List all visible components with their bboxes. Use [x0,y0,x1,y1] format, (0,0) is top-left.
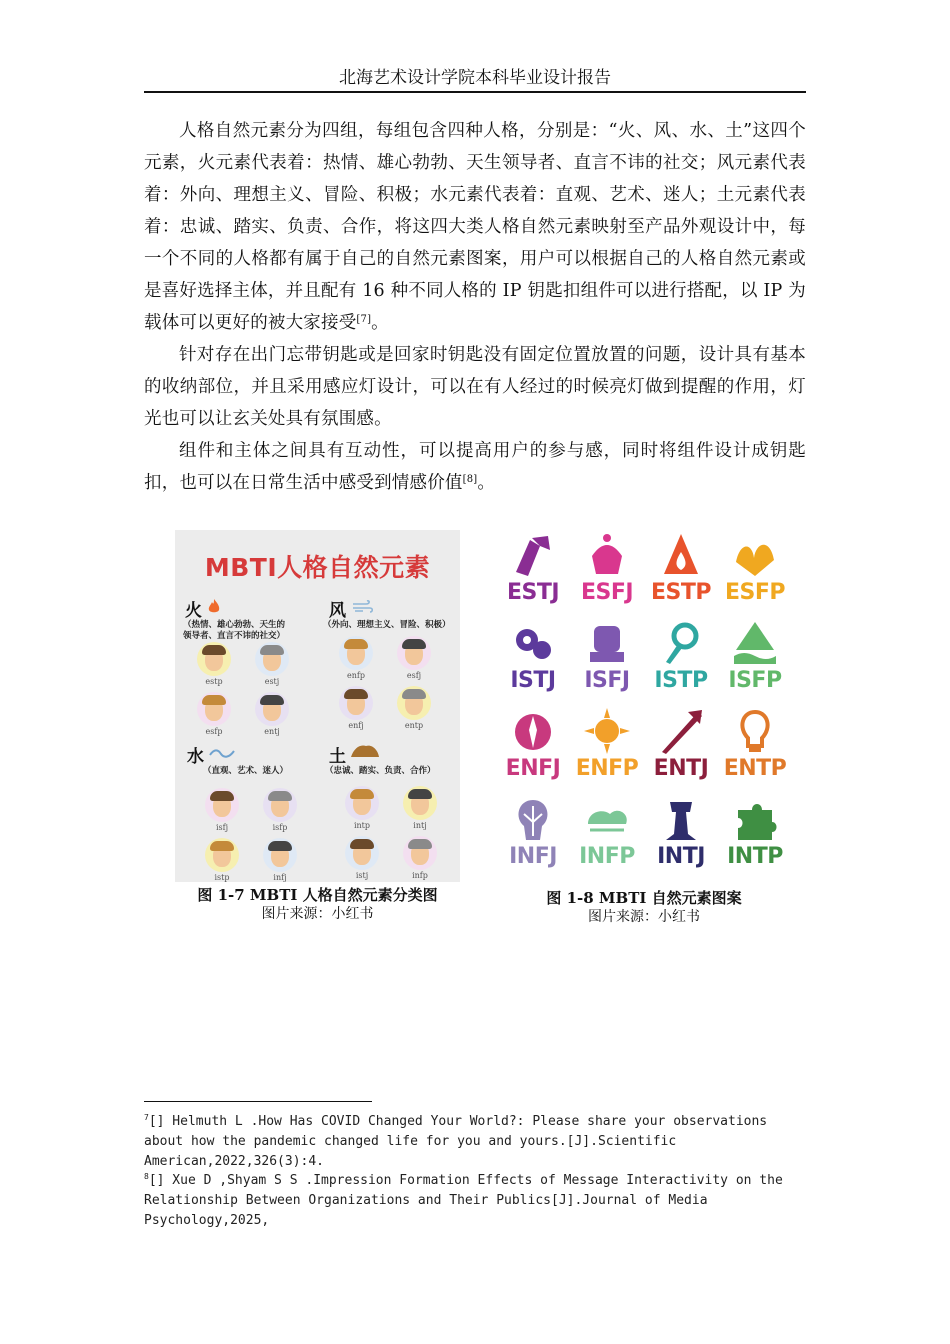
caption-title: 图 1-8 MBTI 自然元素图案 [546,889,742,907]
mbti-type-tile [570,792,644,880]
avatar-hair [402,689,426,699]
paragraph-text: 针对存在出门忘带钥匙或是回家时钥匙没有固定位置放置的问题，设计具有基本的收纳部位，并且采用感应灯设计，可以在有人经过的时候亮灯做到提醒的作用，灯光也可以让玄关处具有氛围感。 [144,345,806,429]
group-title-earth: 土 [329,747,346,767]
group-desc-line: （外向、理想主义、冒险、积极） [323,620,451,630]
footnote-text: [] Xue D ,Shyam S S .Impression Formation Effects of Message Interactivity on the Relationship Between Organizations and Their Publics[J].Journal of Media Psychology,2025, [144,1173,783,1228]
footnote-number: 7 [144,1113,149,1122]
element-symbol-icon [510,620,556,666]
mbti-type-code: ESTP [650,580,711,605]
mbti-type-tile [644,704,718,792]
mbti-type-tile [718,792,792,880]
group-desc-fire [183,620,285,642]
avatar-type-label: istp [214,873,230,882]
element-symbol-icon [584,796,630,842]
mbti-type-code: INFJ [509,844,557,869]
character-avatar [397,686,431,720]
paragraph-tail: 。 [371,313,389,333]
mbti-type-tile [718,528,792,616]
element-symbol-icon [732,796,778,842]
footnote-rule [144,1101,372,1102]
group-desc-water [203,766,288,777]
mbti-type-code: ESFJ [580,580,634,605]
mbti-type-code: INTP [727,844,783,869]
mbti-type-tile [570,704,644,792]
element-symbol-icon [658,796,704,842]
avatar-type-label: intp [353,821,371,830]
mbti-type-tile [570,616,644,704]
wind-icon [352,600,374,614]
avatar-hair [350,839,374,849]
mbti-type-code: INFP [579,844,635,869]
figure-caption [175,885,460,924]
element-symbol-icon [658,708,704,754]
mbti-type-code: ISFJ [584,668,630,693]
avatar-hair [202,645,226,655]
character-avatar [403,836,437,870]
avatar-hair [344,689,368,699]
group-desc-earth [325,766,436,777]
avatar-type-label: infj [273,873,287,882]
avatar-type-label: istj [355,871,369,880]
avatar-type-label: esfp [205,727,223,736]
avatar-type-label: infp [412,871,428,880]
character-avatar [339,636,373,670]
mbti-type-code: ISTP [654,668,708,693]
mbti-type-code: ENFP [575,756,639,781]
group-desc-line: （热情、雄心勃勃、天生的 [183,620,286,630]
character-avatar [197,692,231,726]
mbti-element-poster [175,530,460,882]
element-symbol-icon [510,796,556,842]
element-symbol-icon [510,708,556,754]
paragraph-text: 人格自然元素分为四组，每组包含四种人格，分别是：“火、风、水、土”这四个元素，火元素代表着：热情、雄心勃勃、天生领导者、直言不讳的社交；风元素代表着：外向、理想主义、冒险、积极；水元素代表着：直观、艺术、迷人；土元素代表着：忠诚、踏实、负责、合作，将这四大类人格自然元素映射至产品外观设计中，每一个不同的人格都有属于自己的自然元素图案，用户可以根据自己的人格自然元素或是喜好选择主体，并且配有 16 种不同人格的 IP 钥匙扣组件可以进行搭配，以 IP 为载体可以更好的被大家接受 [144,121,806,333]
page-header: 北海艺术设计学院本科毕业设计报告 [339,68,611,88]
mbti-type-tile [644,792,718,880]
mbti-type-tile [644,528,718,616]
avatar-hair [344,639,368,649]
mbti-type-code: ENTP [723,756,787,781]
flame-icon [207,598,221,614]
avatar-hair [260,645,284,655]
footnotes [144,1112,806,1231]
caption-source: 图片来源：小红书 [588,909,700,925]
header-rule [144,91,806,93]
avatar-type-label: esfj [406,671,422,680]
avatar-type-label: isfj [215,823,229,832]
mbti-type-tile [570,528,644,616]
body-text [144,115,806,499]
character-avatar [397,636,431,670]
caption-title: 图 1-7 MBTI 人格自然元素分类图 [197,886,438,904]
element-symbol-icon [584,532,630,578]
group-desc-line: （直观、艺术、迷人） [203,766,289,776]
paragraph-text: 组件和主体之间具有互动性，可以提高用户的参与感，同时将组件设计成钥匙扣，也可以在日常生活中感受到情感价值 [144,441,806,493]
mbti-type-code: ENFJ [505,756,561,781]
avatar-type-label: enfj [348,721,364,730]
character-avatar [263,838,297,872]
footnote-number: 8 [144,1172,149,1182]
avatar-type-label: estj [264,677,280,686]
caption-source: 图片来源：小红书 [261,906,374,922]
group-title-fire: 火 [185,601,202,621]
avatar-hair [210,841,234,851]
paragraph [144,115,806,339]
mbti-type-code: ENTJ [653,756,709,781]
mbti-type-code: INTJ [657,844,705,869]
avatar-type-label: isfp [272,823,288,832]
mbti-type-tile [644,616,718,704]
mbti-type-tile [496,704,570,792]
avatar-type-label: intj [413,821,427,830]
element-symbol-icon [732,620,778,666]
group-desc-line: 领导者、直言不讳的社交） [183,631,286,641]
group-title-wind: 风 [329,601,346,621]
paragraph [144,339,806,435]
character-avatar [197,642,231,676]
paragraph-tail: 。 [477,473,496,493]
avatar-hair [260,695,284,705]
soil-mound-icon [350,742,380,758]
mbti-type-tile [496,528,570,616]
avatar-type-label: estp [205,677,223,686]
mbti-type-tile [718,616,792,704]
footnote [144,1112,806,1171]
element-symbol-icon [658,532,704,578]
mbti-type-code: ESTJ [506,580,560,605]
mbti-type-tile [496,616,570,704]
mbti-type-code: ISFP [728,668,782,693]
character-avatar [255,692,289,726]
avatar-type-label: entp [404,721,424,730]
mbti-type-tile [718,704,792,792]
avatar-hair [210,791,234,801]
element-symbol-icon [584,620,630,666]
character-avatar [205,838,239,872]
wave-icon [209,746,235,760]
character-avatar [403,786,437,820]
element-symbol-icon [732,708,778,754]
figure-caption [496,888,792,927]
character-avatar [255,642,289,676]
character-avatar [345,786,379,820]
character-avatar [345,836,379,870]
element-symbol-icon [510,532,556,578]
character-avatar [339,686,373,720]
mbti-type-code: ESFP [724,580,786,605]
paragraph [144,435,806,499]
poster-title: MBTI人格自然元素 [204,553,431,582]
footnote [144,1171,806,1230]
mbti-symbol-grid [496,528,792,880]
footnote-text: [] Helmuth L .How Has COVID Changed Your World?: Please share your observations about how the pandemic changed life for you and yours.[J].Scientific American,2022,326(3):4. [144,1114,768,1169]
avatar-hair [350,789,374,799]
avatar-hair [268,841,292,851]
character-avatar [263,788,297,822]
citation-ref: [7] [356,314,372,325]
avatar-hair [402,639,426,649]
group-desc-wind [323,620,451,631]
group-desc-line: （忠诚、踏实、负责、合作） [325,766,436,776]
citation-ref: [8] [462,474,478,485]
mbti-type-tile [496,792,570,880]
avatar-type-label: entj [264,727,280,736]
avatar-hair [408,839,432,849]
mbti-type-code: ISTJ [510,668,556,693]
element-symbol-icon [658,620,704,666]
avatar-type-label: enfp [347,671,365,680]
avatar-hair [202,695,226,705]
avatar-hair [408,789,432,799]
group-title-water: 水 [187,747,204,767]
character-avatar [205,788,239,822]
element-symbol-icon [732,532,778,578]
avatar-hair [268,791,292,801]
element-symbol-icon [584,708,630,754]
